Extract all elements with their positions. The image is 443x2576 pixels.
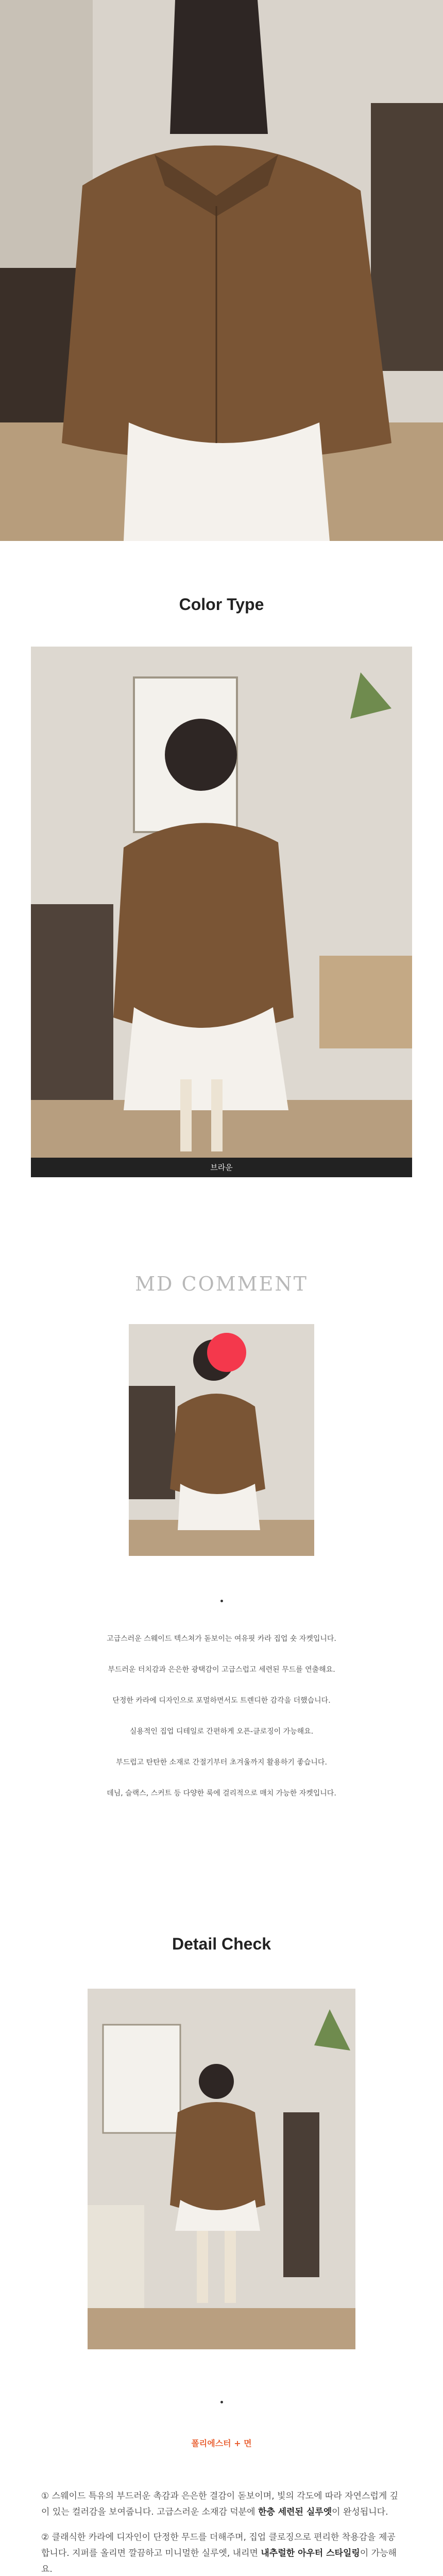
md-comment-text (0, 1633, 443, 1819)
md-comment-title: MD COMMENT (135, 1273, 308, 1295)
md-line: 부드러운 터치감과 은은한 광택감이 고급스럽고 세련된 무드를 연출해요. (108, 1666, 335, 1674)
divider-dot (220, 1600, 223, 1602)
md-line: 고급스러운 스웨이드 텍스쳐가 돋보이는 여유핏 카라 집업 숏 자켓입니다. (107, 1635, 336, 1643)
md-comment-photo (129, 1324, 314, 1556)
hero-photo (0, 0, 443, 541)
color-type-photo (31, 647, 412, 1177)
detail-list (41, 2488, 402, 2576)
detail-item: ② 클래식한 카라에 디자인이 단정한 무드를 더해주며, 집업 클로징으로 편리한 착용감을 제공합니다. 지퍼를 올리면 깔끔하고 미니멀한 실루엣, 내리면 내추럴한 아우터 스타일링이 가능해요. (41, 2532, 397, 2574)
md-line: 실용적인 집업 디테일로 간편하게 오픈-클로징이 가능해요. (129, 1727, 314, 1736)
md-line: 단정한 카라에 디자인으로 포멀하면서도 트렌디한 감각을 더했습니다. (112, 1697, 331, 1705)
detail-item: ① 스웨이드 특유의 부드러운 촉감과 은은한 결감이 돋보이며, 빛의 각도에 따라 자연스럽게 깊이 있는 컬러감을 보여줍니다. 고급스러운 소재감 덕분에 한층 세련된 실루엣이 완성됩니다. (41, 2491, 399, 2517)
color-caption: 브라운 (31, 1158, 412, 1177)
color-type-title: Color Type (179, 595, 264, 614)
md-line: 부드럽고 탄탄한 소재로 간절기부터 초겨울까지 활용하기 좋습니다. (116, 1758, 327, 1767)
divider-dot (220, 2401, 223, 2403)
detail-check-title: Detail Check (172, 1935, 271, 1953)
material-label: 폴리에스터 + 면 (191, 2438, 252, 2448)
detail-check-photo (88, 1989, 355, 2349)
md-line: 데님, 슬랙스, 스커트 등 다양한 룩에 걸리적으로 매치 가능한 자켓입니다. (107, 1789, 336, 1798)
